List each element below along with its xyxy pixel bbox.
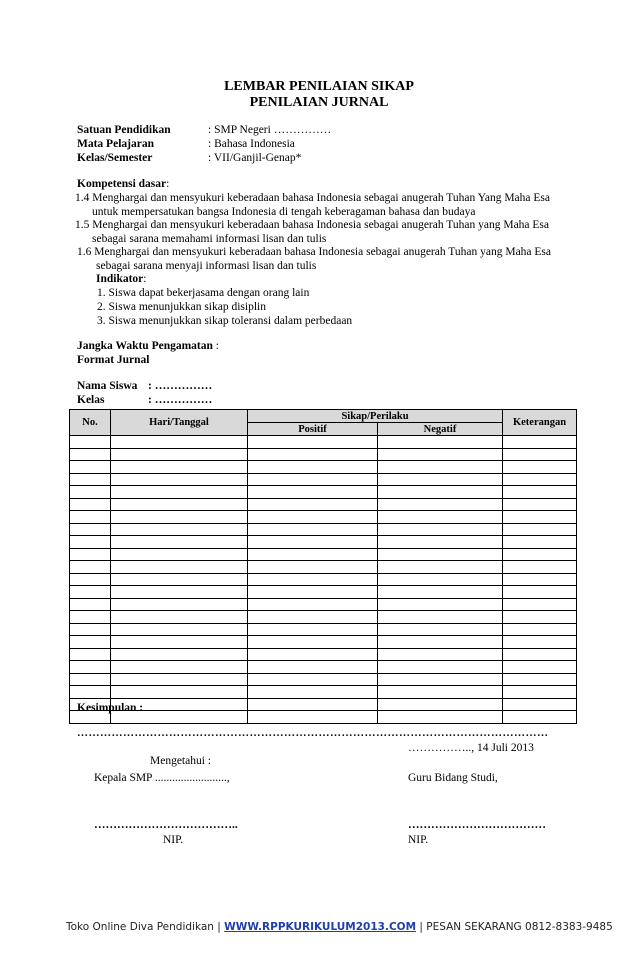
jangka-label: Jangka Waktu Pengamatan <box>77 340 213 352</box>
table-cell[interactable] <box>111 486 248 499</box>
indikator-colon: : <box>143 273 147 285</box>
table-cell[interactable] <box>70 486 111 499</box>
indikator-item: 1. Siswa dapat bekerjasama dengan orang lain <box>97 287 310 299</box>
table-cell[interactable] <box>111 548 248 561</box>
table-cell[interactable] <box>248 711 378 724</box>
table-cell[interactable] <box>70 661 111 674</box>
header-keterangan: Keterangan <box>503 410 577 436</box>
table-row <box>70 636 577 649</box>
table-cell[interactable] <box>248 473 378 486</box>
nama-siswa-row <box>77 379 212 393</box>
table-cell[interactable] <box>70 473 111 486</box>
jangka-waktu <box>77 339 219 353</box>
table-cell[interactable] <box>70 536 111 549</box>
identity-label: Kelas/Semester <box>77 152 153 164</box>
table-cell[interactable] <box>111 436 248 449</box>
table-cell[interactable] <box>378 461 503 474</box>
table-cell[interactable] <box>70 648 111 661</box>
table-cell[interactable] <box>503 448 577 461</box>
signature-line-right: ……………………………… <box>408 819 546 831</box>
table-cell[interactable] <box>248 523 378 536</box>
table-cell[interactable] <box>70 523 111 536</box>
table-cell[interactable] <box>248 673 378 686</box>
document-title: LEMBAR PENILAIAN SIKAP <box>224 79 414 94</box>
nip-left: NIP. <box>163 834 184 846</box>
table-cell[interactable] <box>248 661 378 674</box>
table-cell[interactable] <box>70 611 111 624</box>
table-cell[interactable] <box>378 448 503 461</box>
table-cell[interactable] <box>503 686 577 699</box>
table-cell[interactable] <box>378 536 503 549</box>
table-cell[interactable] <box>248 498 378 511</box>
table-cell[interactable] <box>503 598 577 611</box>
document-subtitle: PENILAIAN JURNAL <box>249 95 389 110</box>
table-cell[interactable] <box>378 673 503 686</box>
table-row <box>70 698 577 711</box>
table-row <box>70 436 577 449</box>
kd-item: 1.4 Menghargai dan mensyukuri keberadaan bahasa Indonesia sebagai anugerah Tuhan Yang Maha Esa <box>75 192 550 204</box>
table-cell[interactable] <box>503 573 577 586</box>
table-cell[interactable] <box>111 523 248 536</box>
table-cell[interactable] <box>248 698 378 711</box>
table-cell[interactable] <box>248 686 378 699</box>
signature-date: …………….., 14 Juli 2013 <box>408 742 534 754</box>
identity-label: Satuan Pendidikan <box>77 124 171 136</box>
nip-right: NIP. <box>408 834 429 846</box>
footer-suffix: | PESAN SEKARANG 0812-8383-9485 <box>416 921 613 933</box>
table-cell[interactable] <box>503 611 577 624</box>
identity-value: : Bahasa Indonesia <box>208 138 295 150</box>
table-row <box>70 648 577 661</box>
table-cell[interactable] <box>248 636 378 649</box>
table-cell[interactable] <box>111 623 248 636</box>
header-hari-tanggal: Hari/Tanggal <box>111 410 248 436</box>
table-cell[interactable] <box>70 673 111 686</box>
table-cell[interactable] <box>111 448 248 461</box>
table-cell[interactable] <box>378 661 503 674</box>
table-cell[interactable] <box>378 636 503 649</box>
table-cell[interactable] <box>111 586 248 599</box>
kelas-label: Kelas <box>77 394 105 406</box>
table-cell[interactable] <box>111 498 248 511</box>
table-cell[interactable] <box>70 448 111 461</box>
table-cell[interactable] <box>378 498 503 511</box>
kompetensi-heading <box>77 177 169 191</box>
identity-value: : SMP Negeri …………… <box>208 124 332 136</box>
table-cell[interactable] <box>248 486 378 499</box>
table-row <box>70 673 577 686</box>
identity-row <box>77 123 331 137</box>
table-row <box>70 486 577 499</box>
table-cell[interactable] <box>378 623 503 636</box>
table-cell[interactable] <box>111 648 248 661</box>
table-cell[interactable] <box>111 536 248 549</box>
table-cell[interactable] <box>248 573 378 586</box>
nama-siswa-label: Nama Siswa <box>77 380 138 392</box>
header-no: No. <box>70 410 111 436</box>
table-cell[interactable] <box>503 648 577 661</box>
table-cell[interactable] <box>248 536 378 549</box>
header-sikap-perilaku: Sikap/Perilaku <box>248 410 503 423</box>
table-cell[interactable] <box>378 586 503 599</box>
table-cell[interactable] <box>248 436 378 449</box>
table-row <box>70 598 577 611</box>
table-row <box>70 573 577 586</box>
table-cell[interactable] <box>111 598 248 611</box>
table-cell[interactable] <box>378 711 503 724</box>
table-cell[interactable] <box>111 686 248 699</box>
table-cell[interactable] <box>503 711 577 724</box>
table-cell[interactable] <box>378 523 503 536</box>
table-cell[interactable] <box>503 461 577 474</box>
header-negatif: Negatif <box>378 423 503 436</box>
table-row <box>70 461 577 474</box>
page-footer <box>66 921 613 933</box>
indikator-item: 2. Siswa menunjukkan sikap disiplin <box>97 301 266 313</box>
table-cell[interactable] <box>248 611 378 624</box>
table-cell[interactable] <box>70 686 111 699</box>
identity-row <box>77 137 295 151</box>
table-row <box>70 536 577 549</box>
table-cell[interactable] <box>70 636 111 649</box>
table-cell[interactable] <box>111 636 248 649</box>
table-cell[interactable] <box>503 511 577 524</box>
kelas-value: : …………… <box>148 394 213 406</box>
table-cell[interactable] <box>248 648 378 661</box>
indikator-item: 3. Siswa menunjukkan sikap toleransi dalam perbedaan <box>97 315 353 327</box>
table-cell[interactable] <box>503 698 577 711</box>
table-row <box>70 661 577 674</box>
table-row <box>70 548 577 561</box>
kompetensi-colon: : <box>166 178 170 190</box>
table-cell[interactable] <box>503 473 577 486</box>
table-cell[interactable] <box>248 586 378 599</box>
table-row <box>70 711 577 724</box>
table-cell[interactable] <box>70 623 111 636</box>
table-cell[interactable] <box>378 598 503 611</box>
table-row <box>70 623 577 636</box>
table-cell[interactable] <box>70 511 111 524</box>
table-cell[interactable] <box>503 623 577 636</box>
kd-item-continued: sebagai sarana memahami informasi lisan dan tulis <box>92 233 327 245</box>
kd-item-continued: sebagai sarana menyaji informasi lisan dan tulis <box>96 260 317 272</box>
table-row <box>70 686 577 699</box>
table-cell[interactable] <box>70 586 111 599</box>
table-cell[interactable] <box>378 573 503 586</box>
table-row <box>70 511 577 524</box>
table-cell[interactable] <box>378 511 503 524</box>
table-cell[interactable] <box>111 511 248 524</box>
table-cell[interactable] <box>248 561 378 574</box>
table-row <box>70 561 577 574</box>
guru-bidang-studi-label: Guru Bidang Studi, <box>408 772 498 784</box>
table-row <box>70 523 577 536</box>
table-cell[interactable] <box>111 473 248 486</box>
table-cell[interactable] <box>111 573 248 586</box>
table-cell[interactable] <box>503 536 577 549</box>
table-cell[interactable] <box>70 498 111 511</box>
table-cell[interactable] <box>70 561 111 574</box>
mengetahui-label: Mengetahui : <box>150 755 211 767</box>
table-cell[interactable] <box>70 436 111 449</box>
kompetensi-heading-label: Kompetensi dasar <box>77 178 167 190</box>
table-cell[interactable] <box>70 461 111 474</box>
table-cell[interactable] <box>503 523 577 536</box>
signature-line-left: ……………………………….. <box>94 819 238 831</box>
table-cell[interactable] <box>378 486 503 499</box>
table-cell[interactable] <box>503 436 577 449</box>
table-cell[interactable] <box>378 648 503 661</box>
table-cell[interactable] <box>378 698 503 711</box>
table-cell[interactable] <box>503 486 577 499</box>
table-cell[interactable] <box>503 561 577 574</box>
table-cell[interactable] <box>248 623 378 636</box>
indikator-label: Indikator <box>96 273 144 285</box>
indikator-heading <box>96 272 147 286</box>
table-cell[interactable] <box>378 473 503 486</box>
footer-prefix: Toko Online Diva Pendidikan | <box>66 921 225 933</box>
table-cell[interactable] <box>111 461 248 474</box>
header-positif: Positif <box>248 423 378 436</box>
table-cell[interactable] <box>248 511 378 524</box>
table-row <box>70 498 577 511</box>
table-cell[interactable] <box>111 661 248 674</box>
table-cell[interactable] <box>111 611 248 624</box>
kesimpulan-dots: …………………………………………………………………………………………………………… <box>77 727 549 739</box>
table-cell[interactable] <box>248 598 378 611</box>
table-row <box>70 448 577 461</box>
table-cell[interactable] <box>378 686 503 699</box>
table-cell[interactable] <box>503 636 577 649</box>
table-row <box>70 473 577 486</box>
table-cell[interactable] <box>248 548 378 561</box>
table-cell[interactable] <box>378 548 503 561</box>
kepala-smp-label: Kepala SMP ........................., <box>94 772 230 784</box>
table-cell[interactable] <box>503 548 577 561</box>
kd-item: 1.5 Menghargai dan mensyukuri keberadaan bahasa Indonesia sebagai anugerah Tuhan yang Maha Esa <box>75 219 550 231</box>
table-cell[interactable] <box>378 436 503 449</box>
kd-item-continued: untuk mempersatukan bangsa Indonesia di tengah keberagaman bahasa dan budaya <box>92 206 476 218</box>
table-row <box>70 586 577 599</box>
kd-item: 1.6 Menghargai dan mensyukuri keberadaan bahasa Indonesia sebagai anugerah Tuhan yang Maha Esa <box>77 246 552 258</box>
identity-label: Mata Pelajaran <box>77 138 154 150</box>
identity-row <box>77 151 301 165</box>
table-cell[interactable] <box>248 448 378 461</box>
table-cell[interactable] <box>503 661 577 674</box>
table-cell[interactable] <box>111 673 248 686</box>
table-cell[interactable] <box>503 498 577 511</box>
table-cell[interactable] <box>503 586 577 599</box>
format-jurnal: Format Jurnal <box>77 354 150 366</box>
jangka-value: : <box>212 340 219 352</box>
table-cell[interactable] <box>70 598 111 611</box>
identity-value: : VII/Ganjil-Genap* <box>208 152 302 164</box>
table-cell[interactable] <box>378 561 503 574</box>
table-cell[interactable] <box>70 573 111 586</box>
nama-siswa-value: : …………… <box>148 380 213 392</box>
table-cell[interactable] <box>248 461 378 474</box>
journal-table <box>69 409 577 724</box>
table-cell[interactable] <box>503 673 577 686</box>
kelas-row <box>77 393 212 407</box>
kesimpulan-label: Kesimpulan : <box>77 702 144 714</box>
table-cell[interactable] <box>378 611 503 624</box>
table-cell[interactable] <box>111 561 248 574</box>
footer-website-link[interactable]: WWW.RPPKURIKULUM2013.COM <box>224 921 417 933</box>
table-row <box>70 611 577 624</box>
table-cell[interactable] <box>70 548 111 561</box>
